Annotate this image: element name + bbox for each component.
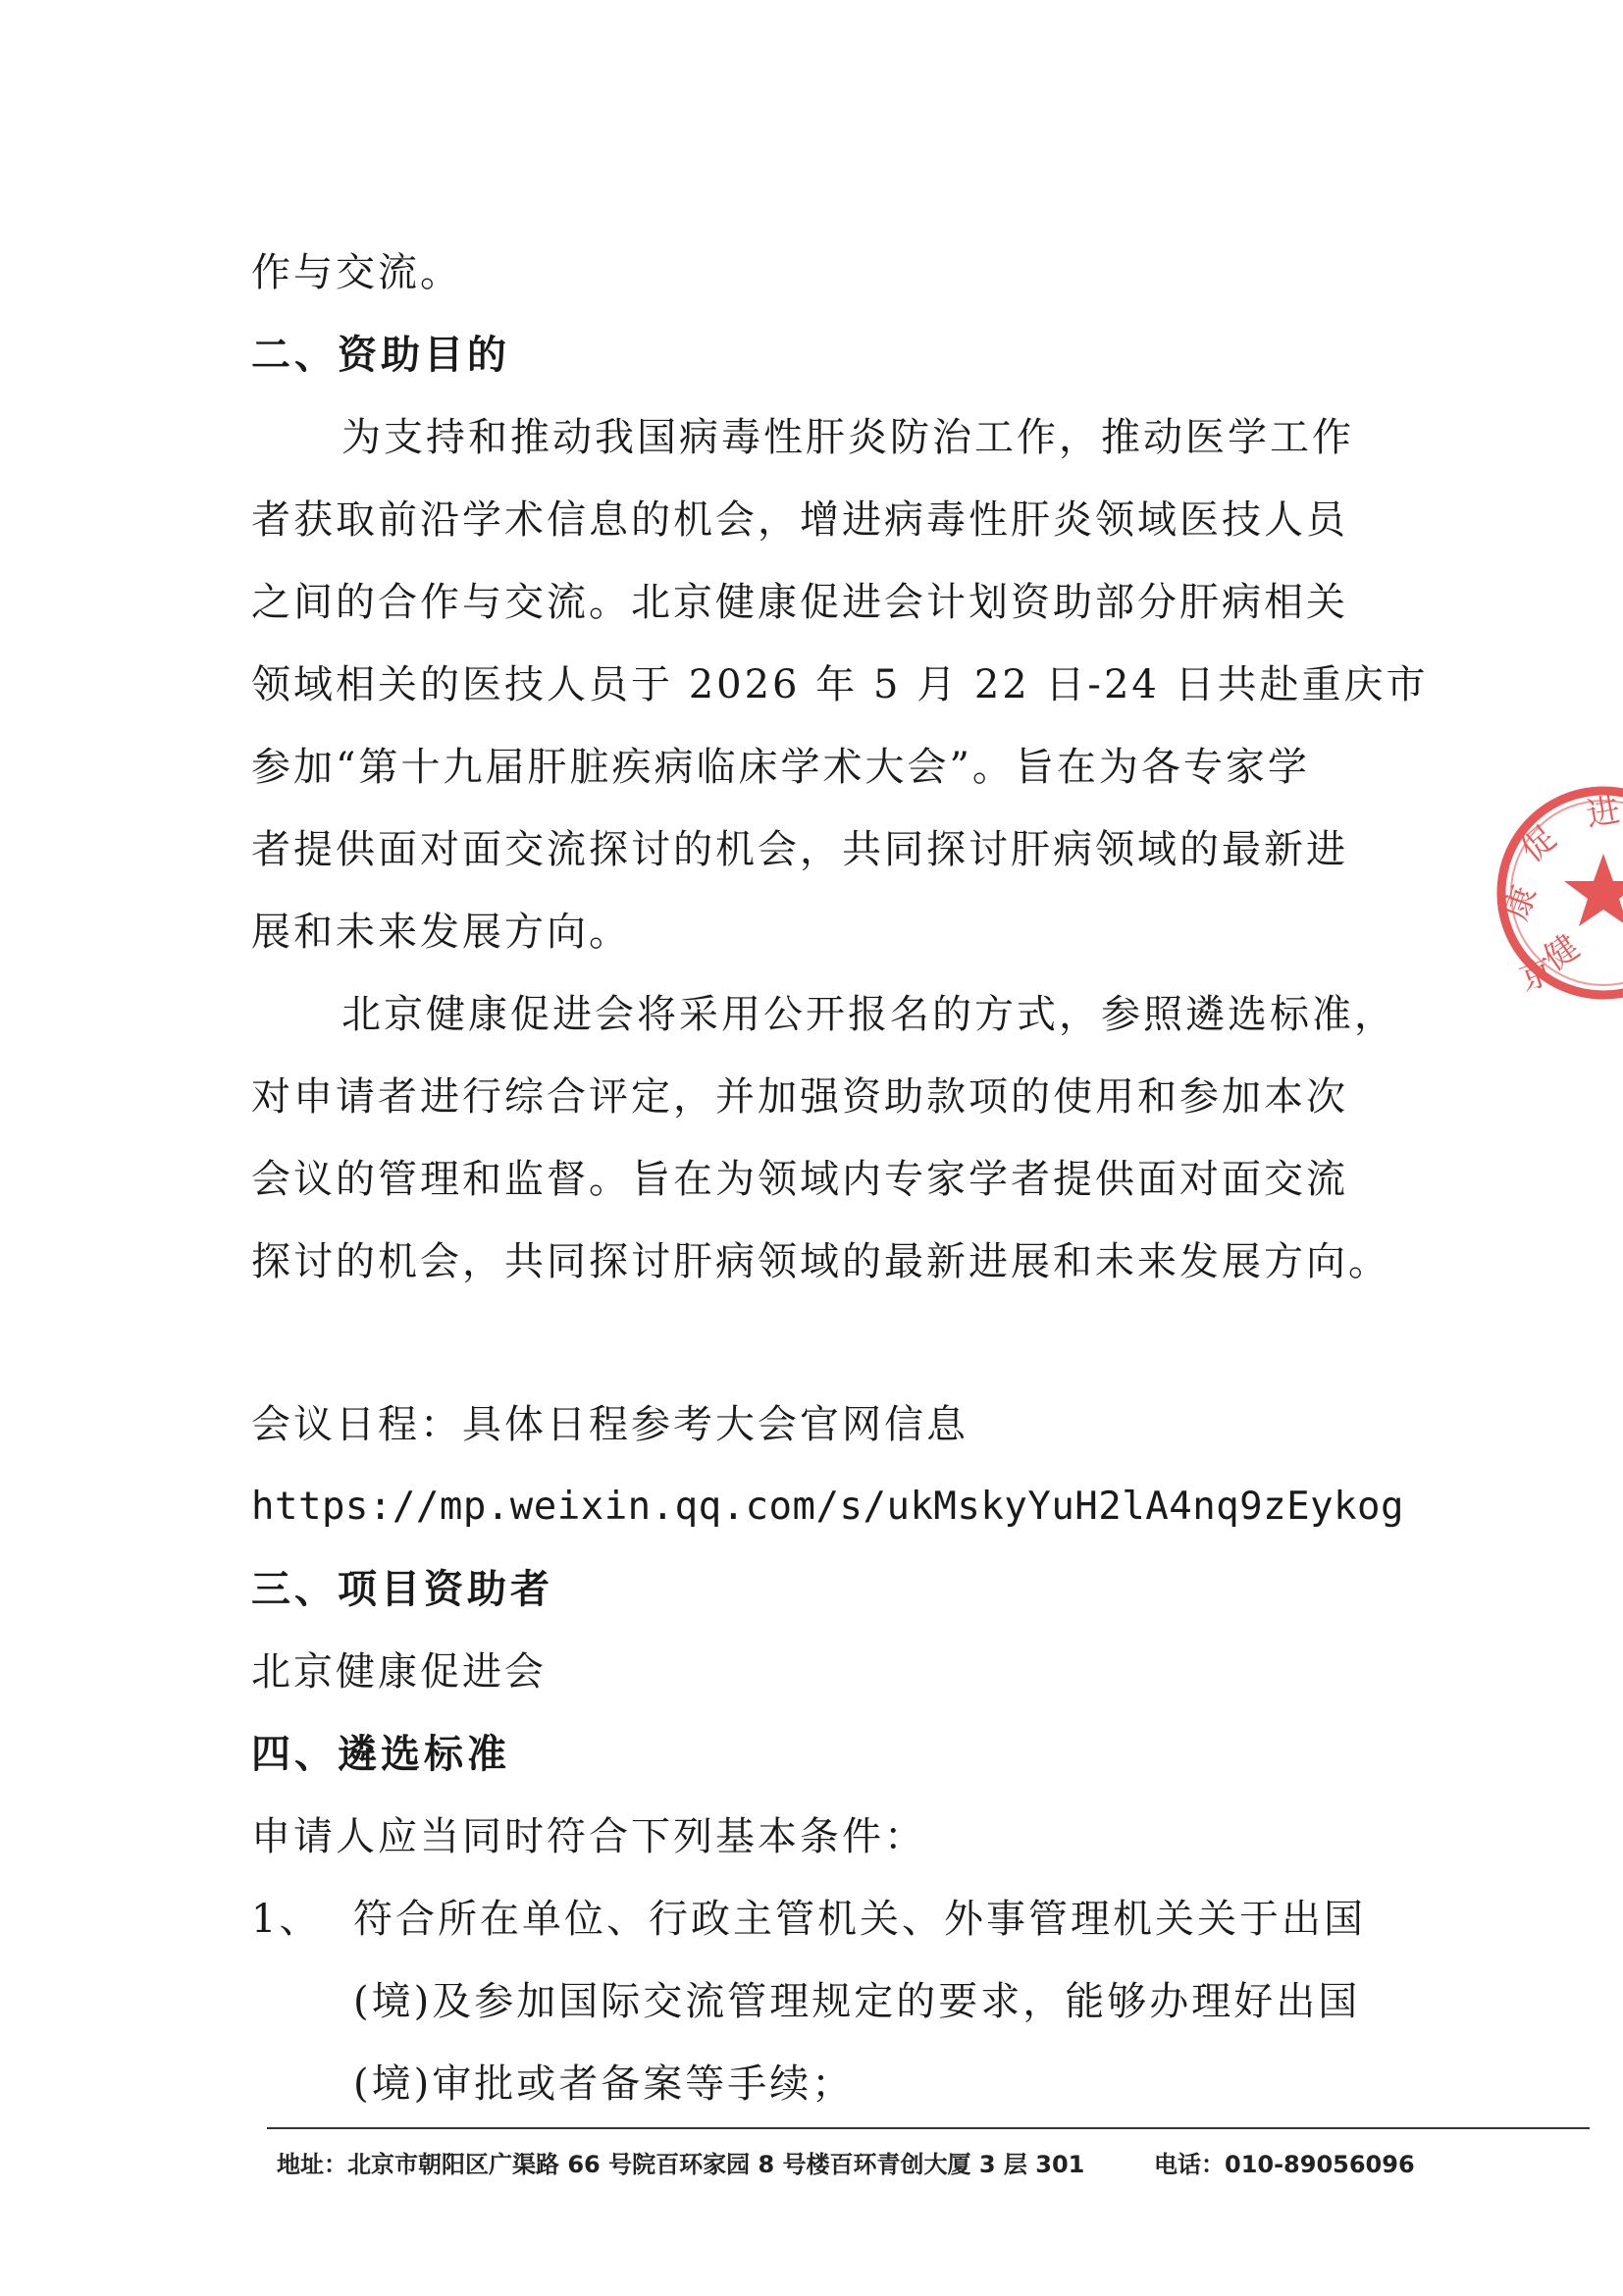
paragraph-line: 者提供面对面交流探讨的机会，共同探讨肝病领域的最新进 [251, 827, 1348, 872]
blank-line [251, 1303, 1384, 1383]
paragraph-tail: 作与交流。 [251, 250, 462, 295]
criteria-intro: 申请人应当同时符合下列基本条件： [251, 1814, 926, 1859]
paragraph-line: 领域相关的医技人员于 2026 年 5 月 22 日-24 日共赴重庆市 [251, 662, 1429, 707]
paragraph-line: 参加“第十九届肝脏疾病临床学术大会”。旨在为各专家学 [251, 745, 1310, 790]
svg-text:康: 康 [1495, 880, 1545, 926]
document-body [251, 232, 1429, 2125]
paragraph-line: 为支持和推动我国病毒性肝炎防治工作，推动医学工作 [341, 415, 1354, 460]
list-item-line: (境)审批或者备案等手续； [353, 2061, 855, 2107]
sponsor-name: 北京健康促进会 [251, 1649, 547, 1695]
footer [277, 2145, 1552, 2184]
schedule-label: 会议日程：具体日程参考大会官网信息 [251, 1402, 969, 1447]
paragraph-line: 探讨的机会，共同探讨肝病领域的最新进展和未来发展方向。 [251, 1239, 1390, 1284]
svg-text:健: 健 [1537, 927, 1588, 979]
paragraph-line: 之间的合作与交流。北京健康促进会计划资助部分肝病相关 [251, 580, 1348, 625]
section-heading-selection-criteria: 四、遴选标准 [251, 1732, 510, 1777]
paragraph-line: 者获取前沿学术信息的机会，增进病毒性肝炎领域医技人员 [251, 497, 1348, 543]
seal-star-icon [1564, 854, 1623, 926]
section-heading-sponsor: 三、项目资助者 [251, 1567, 553, 1612]
paragraph-line: 对申请者进行综合评定，并加强资助款项的使用和参加本次 [251, 1074, 1348, 1120]
list-item-number: 1、 [251, 1897, 322, 1942]
paragraph-line: 展和未来发展方向。 [251, 910, 631, 955]
schedule-url-link[interactable]: https://mp.weixin.qq.com/s/ukMskyYuH2lA4nq9zEykog [251, 1485, 1405, 1529]
svg-text:京: 京 [1514, 951, 1560, 1000]
list-item-line: (境)及参加国际交流管理规定的要求，能够办理好出国 [353, 1979, 1361, 2024]
paragraph-selection-method [251, 973, 1396, 1303]
official-seal-stamp [1486, 775, 1623, 1011]
paragraph-line: 会议的管理和监督。旨在为领域内专家学者提供面对面交流 [251, 1157, 1348, 1202]
criteria-list-item [251, 1878, 1384, 2125]
paragraph-line: 北京健康促进会将采用公开报名的方式，参照遴选标准， [341, 992, 1396, 1037]
footer-divider [267, 2127, 1590, 2129]
footer-phone: 电话：010-89056096 [1154, 2151, 1415, 2178]
section-heading-funding-purpose: 二、资助目的 [251, 333, 510, 378]
svg-text:促: 促 [1513, 818, 1564, 870]
svg-text:进: 进 [1583, 790, 1623, 835]
paragraph-funding-purpose [251, 396, 1429, 973]
list-item-line: 符合所在单位、行政主管机关、外事管理机关关于出国 [353, 1897, 1366, 1942]
footer-address: 地址：北京市朝阳区广渠路 66 号院百环家园 8 号楼百环青创大厦 3 层 301 [277, 2151, 1085, 2178]
